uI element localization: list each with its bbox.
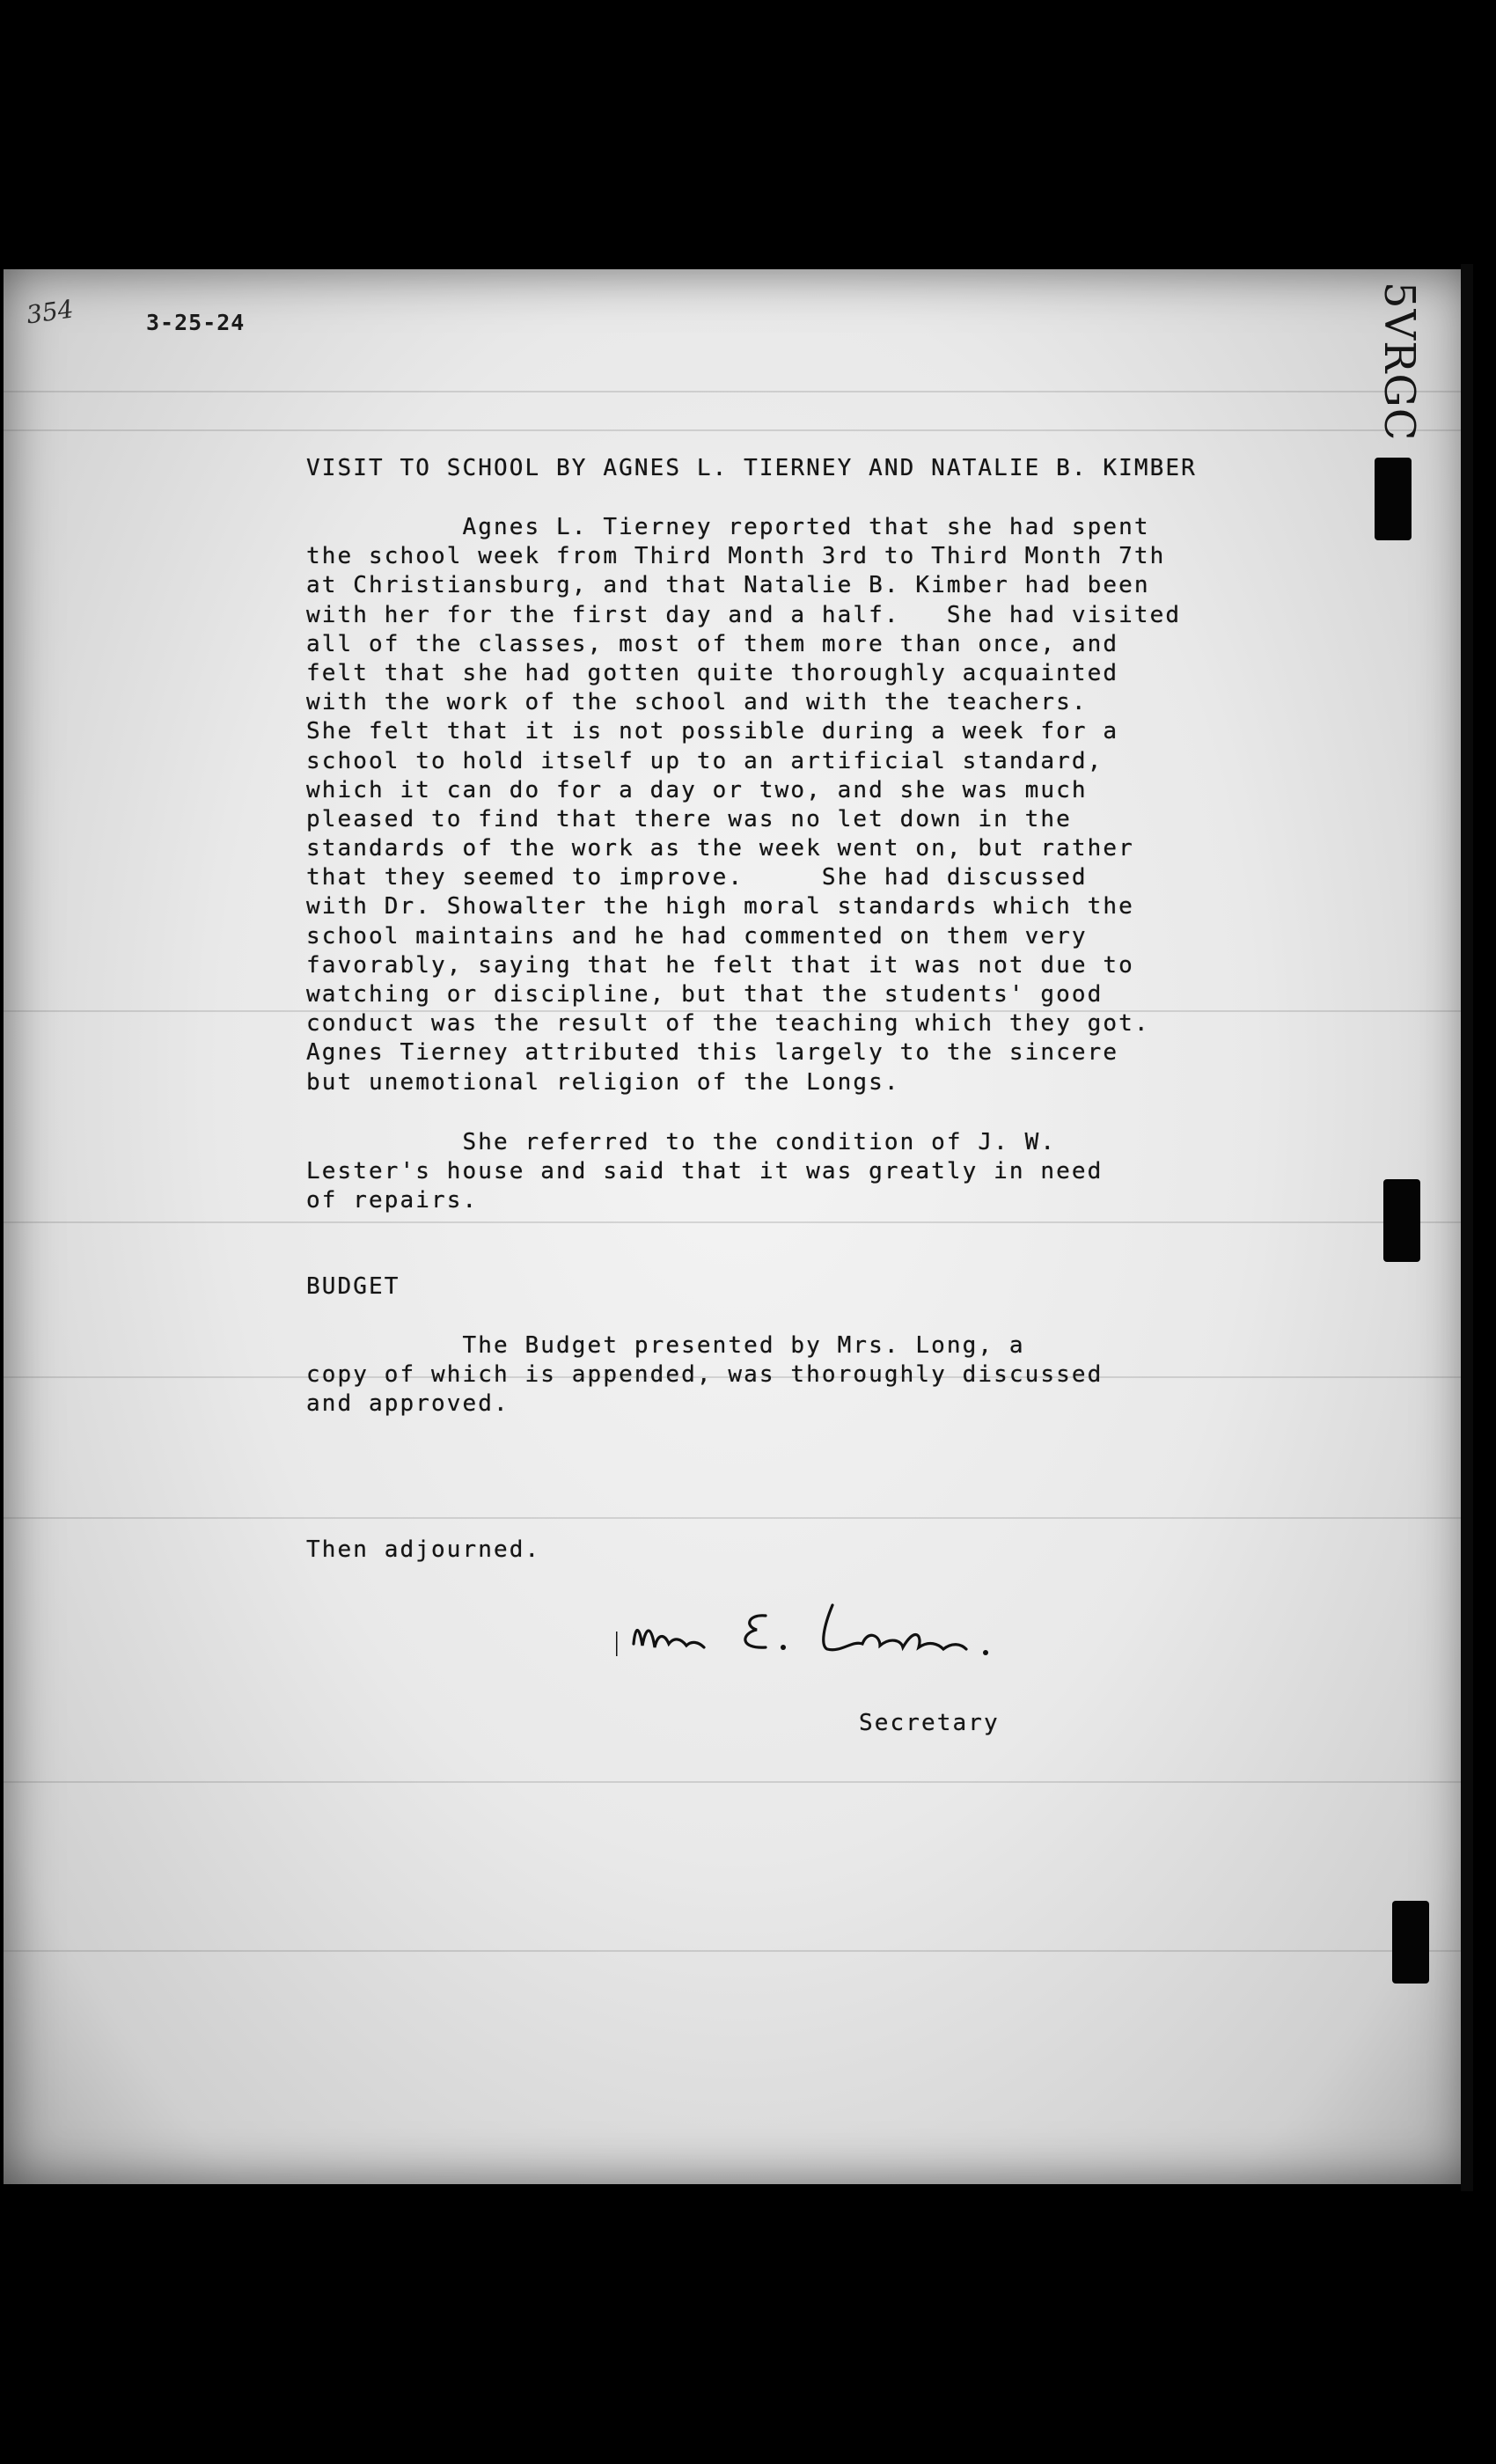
- date-stamp: 3-25-24: [146, 310, 246, 335]
- text-line: watching or discipline, but that the students' good: [306, 981, 1104, 1008]
- text-line: standards of the work as the week went on, but rather: [306, 835, 1134, 862]
- text-line: but unemotional religion of the Longs.: [306, 1068, 900, 1096]
- text-line: favorably, saying that he felt that it was not due to: [306, 951, 1134, 979]
- handwritten-signature: [616, 1591, 1021, 1688]
- paragraph-visit-report: [306, 513, 1181, 1097]
- text-line: at Christiansburg, and that Natalie B. Kimber had been: [306, 572, 1150, 599]
- page-number: 354: [24, 294, 76, 330]
- text-line: which it can do for a day or two, and she was much: [306, 776, 1088, 803]
- budget-heading: BUDGET: [306, 1273, 400, 1300]
- text-line: of repairs.: [306, 1187, 479, 1214]
- paragraph-budget: [306, 1331, 1103, 1419]
- archive-code: [1373, 282, 1434, 442]
- text-line: school to hold itself up to an artificial standard,: [306, 747, 1104, 774]
- text-line: The Budget presented by Mrs. Long, a: [306, 1332, 1025, 1359]
- scan-line: [4, 1781, 1471, 1783]
- scan-line: [4, 1517, 1471, 1519]
- text-line: with Dr. Showalter the high moral standards which the: [306, 893, 1134, 920]
- text-line: She felt that it is not possible during a week for a: [306, 718, 1119, 745]
- text-line: all of the classes, most of them more than once, and: [306, 630, 1119, 657]
- text-line: school maintains and he had commented on them very: [306, 922, 1088, 950]
- signature-title: Secretary: [859, 1710, 1000, 1736]
- text-line: with her for the first day and a half. She had visited: [306, 601, 1182, 628]
- document-heading: VISIT TO SCHOOL BY AGNES L. TIERNEY AND NATALIE B. KIMBER: [306, 455, 1197, 481]
- scan-line: [4, 429, 1471, 431]
- closing-text: Then adjourned.: [306, 1536, 541, 1563]
- text-line: Agnes Tierney attributed this largely to the sincere: [306, 1039, 1119, 1067]
- scan-line: [4, 1950, 1471, 1952]
- text-line: Lester's house and said that it was greatly in need: [306, 1158, 1104, 1185]
- text-line: She referred to the condition of J. W.: [306, 1129, 1057, 1155]
- scan-line: [4, 391, 1471, 392]
- binder-tab: [1375, 458, 1412, 540]
- text-line: pleased to find that there was no let down in the: [306, 805, 1072, 832]
- text-line: that they seemed to improve. She had discussed: [306, 864, 1088, 891]
- text-line: copy of which is appended, was thoroughly discussed: [306, 1361, 1104, 1389]
- text-line: Agnes L. Tierney reported that she had spent: [306, 514, 1150, 540]
- binder-tab: [1383, 1179, 1420, 1262]
- text-line: and approved.: [306, 1390, 510, 1418]
- archive-code-text: 5VRGC: [1375, 282, 1424, 442]
- text-line: felt that she had gotten quite thoroughly acquainted: [306, 659, 1119, 686]
- paragraph-lester-house: [306, 1128, 1103, 1216]
- text-line: the school week from Third Month 3rd to Third Month 7th: [306, 543, 1166, 570]
- text-line: with the work of the school and with the teachers.: [306, 689, 1088, 716]
- text-line: conduct was the result of the teaching which they got.: [306, 1010, 1150, 1038]
- page-edge-strip: [1461, 264, 1473, 2191]
- scan-line: [4, 1221, 1471, 1223]
- binder-tab: [1392, 1901, 1429, 1984]
